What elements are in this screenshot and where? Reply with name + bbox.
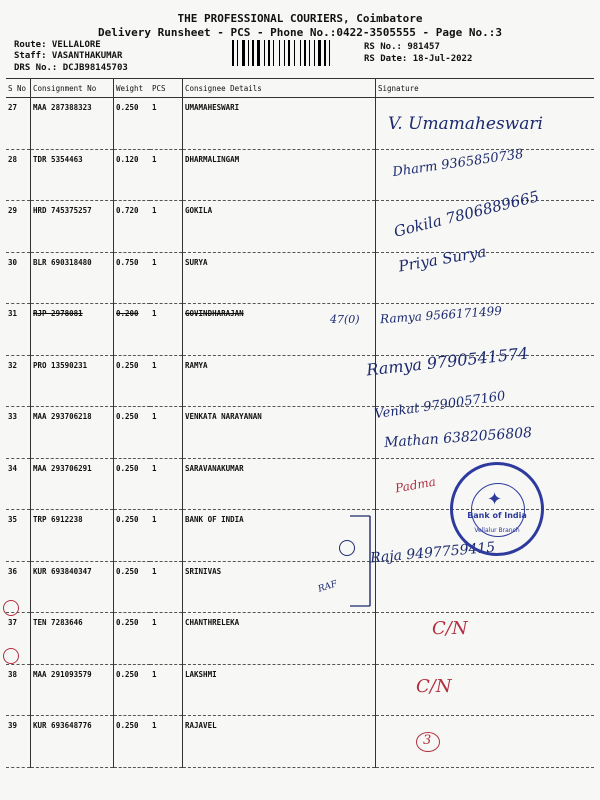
cell-sno: 28 bbox=[6, 149, 31, 201]
cell-pcs: 1 bbox=[150, 355, 183, 407]
signature-37: Raja 9497759415 bbox=[369, 539, 496, 567]
cell-weight: 0.750 bbox=[114, 252, 151, 304]
cell-pcs: 1 bbox=[150, 149, 183, 201]
cn-mark-39: C/N bbox=[416, 676, 452, 697]
signature-34b: Mathan 6382056808 bbox=[383, 424, 533, 452]
cell-consignment-no: TEN 7283646 bbox=[31, 613, 114, 665]
cell-consignment-no: MAA 291093579 bbox=[31, 664, 114, 716]
cell-pcs: 1 bbox=[150, 613, 183, 665]
cell-consignee: CHANTHRELEKA bbox=[183, 613, 376, 665]
cell-consignee: RAJAVEL bbox=[183, 716, 376, 768]
signature-34: Venkat 9790057160 bbox=[373, 388, 507, 423]
cell-weight: 0.250 bbox=[114, 407, 151, 459]
cell-weight: 0.250 bbox=[114, 561, 151, 613]
cell-consignment-no: TDR 5354463 bbox=[31, 149, 114, 201]
cell-consignment-no: MAA 293706218 bbox=[31, 407, 114, 459]
stamp-branch: Vellalur Branch bbox=[474, 527, 520, 534]
cell-consignment-no: MAA 293706291 bbox=[31, 458, 114, 510]
cell-weight: 0.200 bbox=[114, 304, 151, 356]
cell-pcs: 1 bbox=[150, 98, 183, 150]
route-label: Route: VELLALORE bbox=[14, 40, 101, 50]
cell-pcs: 1 bbox=[150, 407, 183, 459]
col-signature: Signature bbox=[376, 79, 595, 98]
col-consignee: Consignee Details bbox=[183, 79, 376, 98]
col-weight: Weight bbox=[114, 79, 151, 98]
cell-pcs: 1 bbox=[150, 510, 183, 562]
cell-weight: 0.250 bbox=[114, 664, 151, 716]
cell-consignee: RAMYA bbox=[183, 355, 376, 407]
cell-consignee: GOVINDHARAJAN bbox=[183, 304, 376, 356]
cell-consignee: SURYA bbox=[183, 252, 376, 304]
cell-weight: 0.250 bbox=[114, 716, 151, 768]
cell-sno: 33 bbox=[6, 407, 31, 459]
cell-consignee: BANK OF INDIA bbox=[183, 510, 376, 562]
col-consignment: Consignment No bbox=[31, 79, 114, 98]
cell-consignment-no: TRP 6912238 bbox=[31, 510, 114, 562]
cell-consignment-no: PRO 13590231 bbox=[31, 355, 114, 407]
signature-28: Dharm 9365850738 bbox=[391, 146, 525, 181]
stamp-bank-name: Bank of India bbox=[467, 511, 527, 520]
cell-consignee: SARAVANAKUMAR bbox=[183, 458, 376, 510]
cell-consignee: GOKILA bbox=[183, 201, 376, 253]
cell-consignment-no: MAA 287388323 bbox=[31, 98, 114, 150]
cell-sno: 36 bbox=[6, 561, 31, 613]
col-pcs: PCS bbox=[150, 79, 183, 98]
mark-32: 47(0) bbox=[330, 313, 360, 326]
cell-pcs: 1 bbox=[150, 561, 183, 613]
cell-sno: 32 bbox=[6, 355, 31, 407]
cell-weight: 0.250 bbox=[114, 98, 151, 150]
rs-number: RS No.: 981457 bbox=[364, 42, 440, 52]
signature-32: Ramya 9566171499 bbox=[379, 303, 503, 327]
cell-consignment-no: KUR 693840347 bbox=[31, 561, 114, 613]
cell-weight: 0.720 bbox=[114, 201, 151, 253]
cell-pcs: 1 bbox=[150, 664, 183, 716]
company-title: THE PROFESSIONAL COURIERS, Coimbatore bbox=[177, 12, 423, 25]
cell-pcs: 1 bbox=[150, 458, 183, 510]
bracket-ticks bbox=[350, 516, 370, 606]
cell-consignee: DHARMALINGAM bbox=[183, 149, 376, 201]
cell-sno: 31 bbox=[6, 304, 31, 356]
rs-date: RS Date: 18-Jul-2022 bbox=[364, 54, 473, 64]
cell-pcs: 1 bbox=[150, 716, 183, 768]
cell-consignee: VENKATA NARAYANAN bbox=[183, 407, 376, 459]
cell-sno: 39 bbox=[6, 716, 31, 768]
cell-consignment-no: KUR 693648776 bbox=[31, 716, 114, 768]
cell-weight: 0.120 bbox=[114, 149, 151, 201]
signature-33: Ramya 9790541574 bbox=[365, 343, 530, 380]
col-sno: S No bbox=[6, 79, 31, 98]
cell-sno: 29 bbox=[6, 201, 31, 253]
cell-pcs: 1 bbox=[150, 252, 183, 304]
cell-weight: 0.250 bbox=[114, 613, 151, 665]
cn-mark-38: C/N bbox=[432, 618, 468, 639]
cell-sno: 27 bbox=[6, 98, 31, 150]
cell-consignment-no: BLR 690318480 bbox=[31, 252, 114, 304]
cell-sno: 34 bbox=[6, 458, 31, 510]
runsheet-subtitle: Delivery Runsheet - PCS - Phone No.:0422-3505555 - Page No.:3 bbox=[98, 26, 502, 39]
signature-29: Gokila 7806889665 bbox=[392, 187, 541, 241]
cell-consignee: UMAMAHESWARI bbox=[183, 98, 376, 150]
cell-sno: 35 bbox=[6, 510, 31, 562]
cell-sno: 38 bbox=[6, 664, 31, 716]
cell-pcs: 1 bbox=[150, 304, 183, 356]
cell-pcs: 1 bbox=[150, 201, 183, 253]
signature-35: Padma bbox=[394, 474, 437, 496]
cell-consignee: SRINIVAS bbox=[183, 561, 376, 613]
cell-consignee: LAKSHMI bbox=[183, 664, 376, 716]
staff-label: Staff: VASANTHAKUMAR bbox=[14, 51, 123, 61]
raf-mark: RAF bbox=[316, 579, 339, 595]
signature-30: Priya Surya bbox=[397, 242, 488, 276]
signature-27: V. Umamaheswari bbox=[388, 114, 543, 134]
page-mark: 3 bbox=[423, 733, 432, 748]
drs-number: DRS No.: DCJB98145703 bbox=[14, 63, 128, 73]
cell-consignment-no: HRD 745375257 bbox=[31, 201, 114, 253]
cell-sno: 37 bbox=[6, 613, 31, 665]
cell-consignment-no: RJP 2978081 bbox=[31, 304, 114, 356]
cell-sno: 30 bbox=[6, 252, 31, 304]
cell-weight: 0.250 bbox=[114, 355, 151, 407]
cell-weight: 0.250 bbox=[114, 458, 151, 510]
cell-weight: 0.250 bbox=[114, 510, 151, 562]
star-icon: ✦ bbox=[487, 489, 503, 510]
